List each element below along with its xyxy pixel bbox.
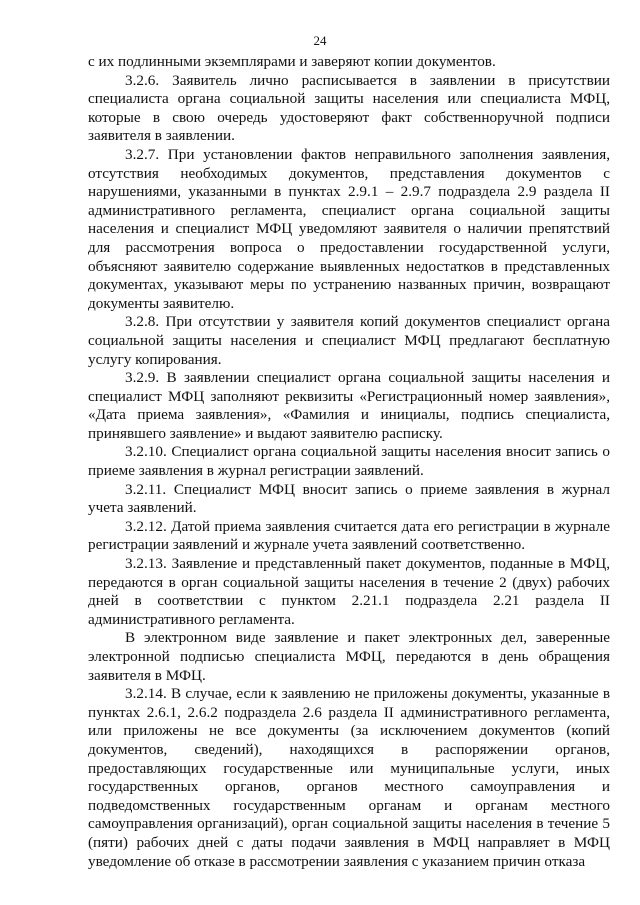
paragraph-continuation: с их подлинными экземплярами и заверяют копии документов. [88,53,496,70]
paragraph-3-2-14: 3.2.14. В случае, если к заявлению не приложены документы, указанные в пунктах 2.6.1, 2.6.2 подраздела 2.6 раздела II административного регламента, или приложены не все документы (за исключением документов (копий документов, сведений), находящихся в распоряжении органов, предоставляющих государственные или муниципальные услуги, иных государственных органов, органов местного самоуправления и подведомственных государственным органам и органам местного самоуправления организаций), орган социальной защиты населения в течение 5 (пяти) рабочих дней с даты подачи заявления в МФЦ направляет в МФЦ уведомление об отказе в рассмотрении заявления с указанием причин отказа [88,685,610,870]
paragraph-3-2-11: 3.2.11. Специалист МФЦ вносит запись о приеме заявления в журнал учета заявлений. [88,480,610,517]
paragraph-3-2-10: 3.2.10. Специалист органа социальной защиты населения вносит запись о приеме заявления в журнал регистрации заявлений. [88,443,610,480]
paragraph-3-2-8: 3.2.8. При отсутствии у заявителя копий документов специалист органа социальной защиты населения и специалист МФЦ предлагают бесплатную услугу копирования. [88,313,610,368]
paragraph-3-2-13: 3.2.13. Заявление и представленный пакет документов, поданные в МФЦ, передаются в орган социальной защиты населения в течение 2 (двух) рабочих дней в соответствии с пунктом 2.21.1 подраздела 2.21 раздела II административного регламента. [88,555,610,628]
page-number: 24 [313,33,327,48]
paragraph-3-2-6: 3.2.6. Заявитель лично расписывается в заявлении в присутствии специалиста органа социальной защиты населения или специалиста МФЦ, которые в свою очередь удостоверяют факт собственноручной подписи заявителя в заявлении. [88,71,610,145]
paragraph-3-2-7: 3.2.7. При установлении фактов неправильного заполнения заявления, отсутствия необходимых документов, представления документов с нарушениями, указанными в пунктах 2.9.1 – 2.9.7 подраздела 2.9 раздела II административного регламента, специалист органа социальной защиты населения и специалист МФЦ уведомляют заявителя о наличии препятствий для рассмотрения вопроса о предоставлении государственной услуги, объясняют заявителю содержание выявленных недостатков в представленных документах, указывают меры по устранению названных причин, возвращают документы заявителю. [88,145,610,312]
paragraph-3-2-9: 3.2.9. В заявлении специалист органа социальной защиты населения и специалист МФЦ заполняют реквизиты «Регистрационный номер заявления», «Дата приема заявления», «Фамилия и инициалы, подпись специалиста, принявшего заявление» и выдают заявителю расписку. [88,369,610,442]
paragraph-electronic-transfer: В электронном виде заявление и пакет электронных дел, заверенные электронной подписью специалиста МФЦ, передаются в день обращения заявителя в МФЦ. [88,629,610,684]
paragraph-3-2-12: 3.2.12. Датой приема заявления считается дата его регистрации в журнале регистрации заявлений и журнале учета заявлений соответственно. [88,517,610,554]
document-body [88,53,610,871]
